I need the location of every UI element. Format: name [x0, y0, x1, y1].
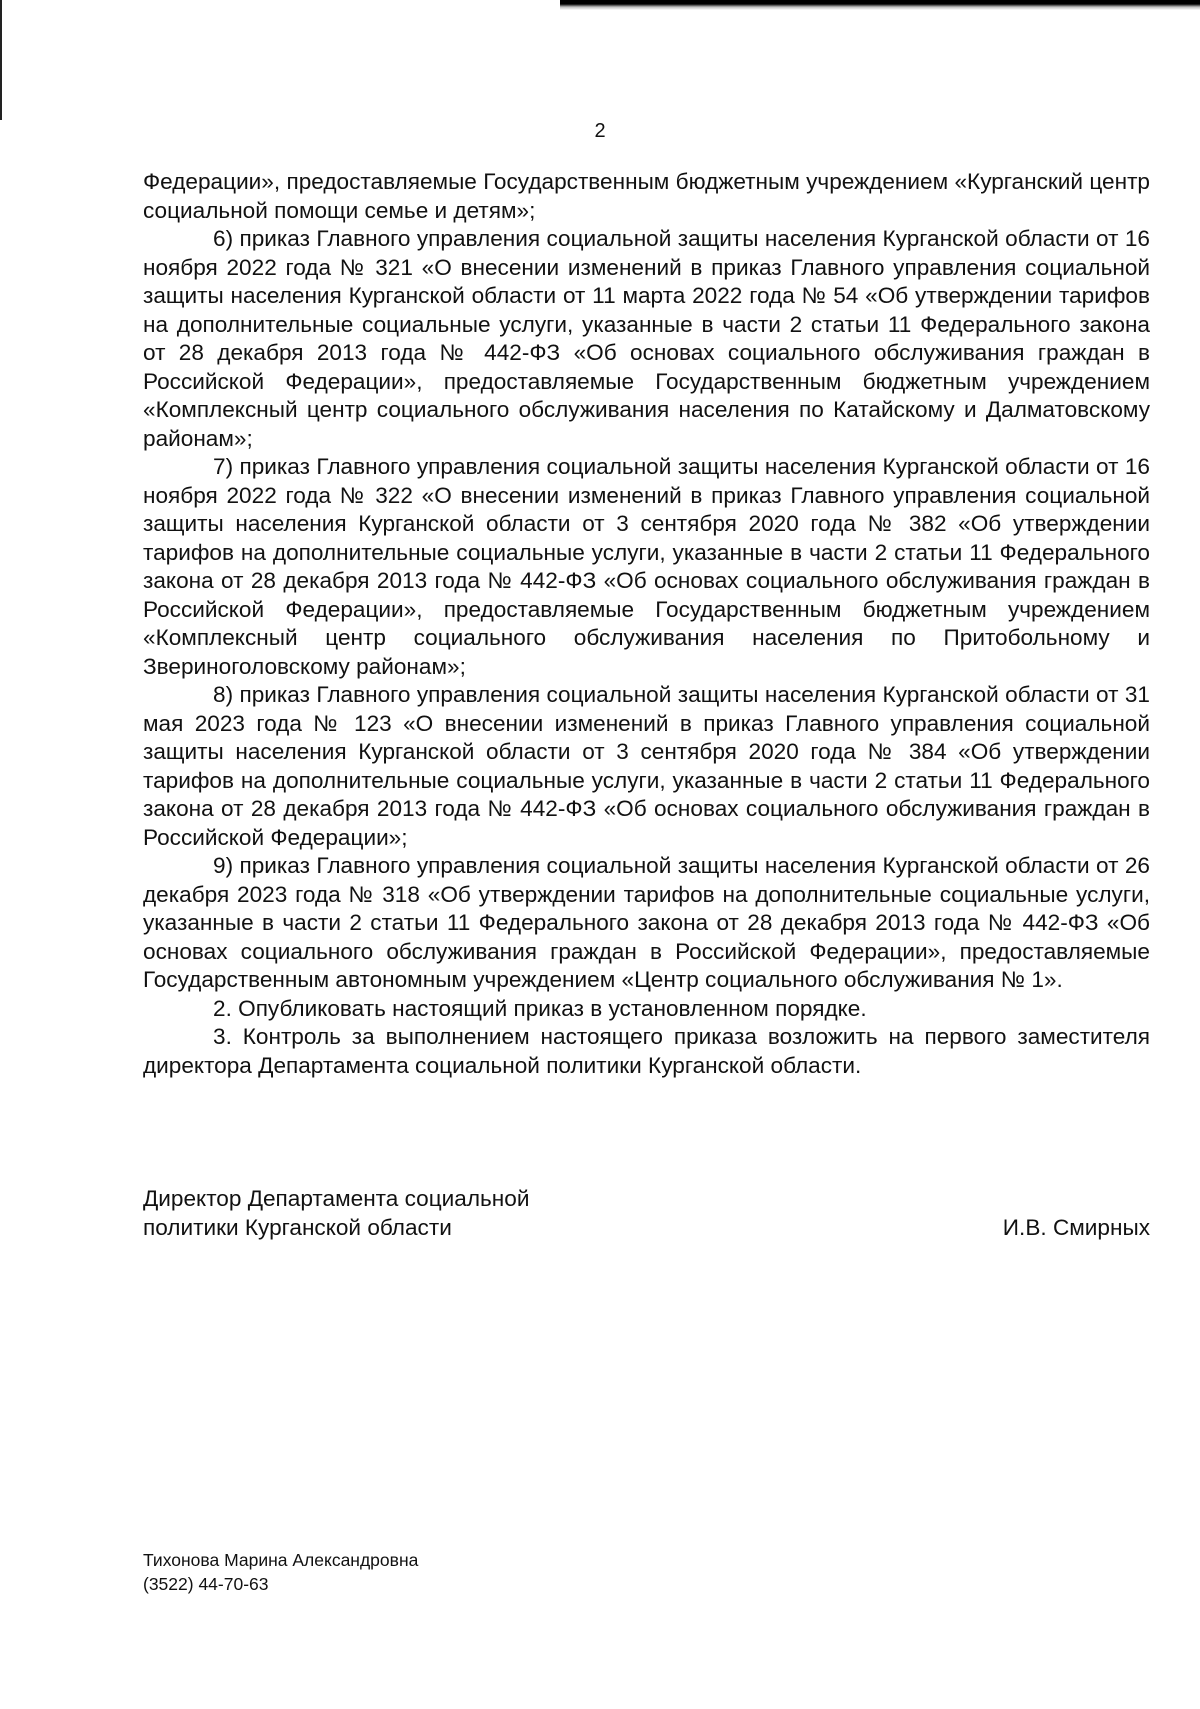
- paragraph-item-8: 8) приказ Главного управления социальной защиты населения Курганской области от 31 мая 2023 года № 123 «О внесении изменений в приказ Главного управления социальной защиты населения Курганской области от 3 сентября 2020 года № 384 «Об утверждении тарифов на дополнительные социальные услуги, указанные в части 2 статьи 11 Федерального закона от 28 декабря 2013 года № 442-ФЗ «Об основах социального обслуживания граждан в Российской Федерации»;: [143, 682, 1150, 850]
- page-number: 2: [594, 120, 606, 142]
- paragraph-item-7: 7) приказ Главного управления социальной защиты населения Курганской области от 16 ноября 2022 года № 322 «О внесении изменений в приказ Главного управления социальной защиты населения Курганской области от 3 сентября 2020 года № 382 «Об утверждении тарифов на дополнительные социальные услуги, указанные в части 2 статьи 11 Федерального закона от 28 декабря 2013 года № 442-ФЗ «Об основах социального обслуживания граждан в Российской Федерации», предоставляемые Государственным бюджетным учреждением «Комплексный центр социального обслуживания населения по Притобольному и Звериноголовскому районам»;: [143, 454, 1150, 679]
- signatory-position-line2: политики Курганской области: [143, 1215, 452, 1240]
- scan-edge-top: [560, 0, 1200, 10]
- document-body: [143, 168, 1150, 1080]
- scan-edge-left: [0, 0, 2, 120]
- signatory-position-line1: Директор Департамента социальной: [143, 1186, 530, 1211]
- paragraph-item-6: 6) приказ Главного управления социальной защиты населения Курганской области от 16 ноября 2022 года № 321 «О внесении изменений в приказ Главного управления социальной защиты населения Курганской области от 11 марта 2022 года № 54 «Об утверждении тарифов на дополнительные социальные услуги, указанные в части 2 статьи 11 Федерального закона от 28 декабря 2013 года № 442-ФЗ «Об основах социального обслуживания граждан в Российской Федерации», предоставляемые Государственным бюджетным учреждением «Комплексный центр социального обслуживания населения по Катайскому и Далматовскому районам»;: [143, 226, 1150, 451]
- signatory-position: [143, 1184, 1150, 1242]
- executor-block: [143, 1548, 418, 1596]
- paragraph-clause-3: 3. Контроль за выполнением настоящего приказа возложить на первого заместителя директора Департамента социальной политики Курганской области.: [143, 1024, 1150, 1078]
- signatory-name: И.В. Смирных: [1002, 1215, 1150, 1240]
- paragraph-clause-2: 2. Опубликовать настоящий приказ в установленном порядке.: [213, 995, 867, 1021]
- paragraph-continuation: Федерации», предоставляемые Государственным бюджетным учреждением «Курганский центр социальной помощи семье и детям»;: [143, 169, 1150, 223]
- signature-block: [143, 1184, 1150, 1242]
- executor-name: Тихонова Марина Александровна: [143, 1550, 419, 1570]
- executor-phone: (3522) 44-70-63: [143, 1574, 269, 1594]
- paragraph-item-9: 9) приказ Главного управления социальной защиты населения Курганской области от 26 декабря 2023 года № 318 «Об утверждении тарифов на дополнительные социальные услуги, указанные в части 2 статьи 11 Федерального закона от 28 декабря 2013 года № 442-ФЗ «Об основах социального обслуживания граждан в Российской Федерации», предоставляемые Государственным автономным учреждением «Центр социального обслуживания № 1».: [143, 853, 1150, 992]
